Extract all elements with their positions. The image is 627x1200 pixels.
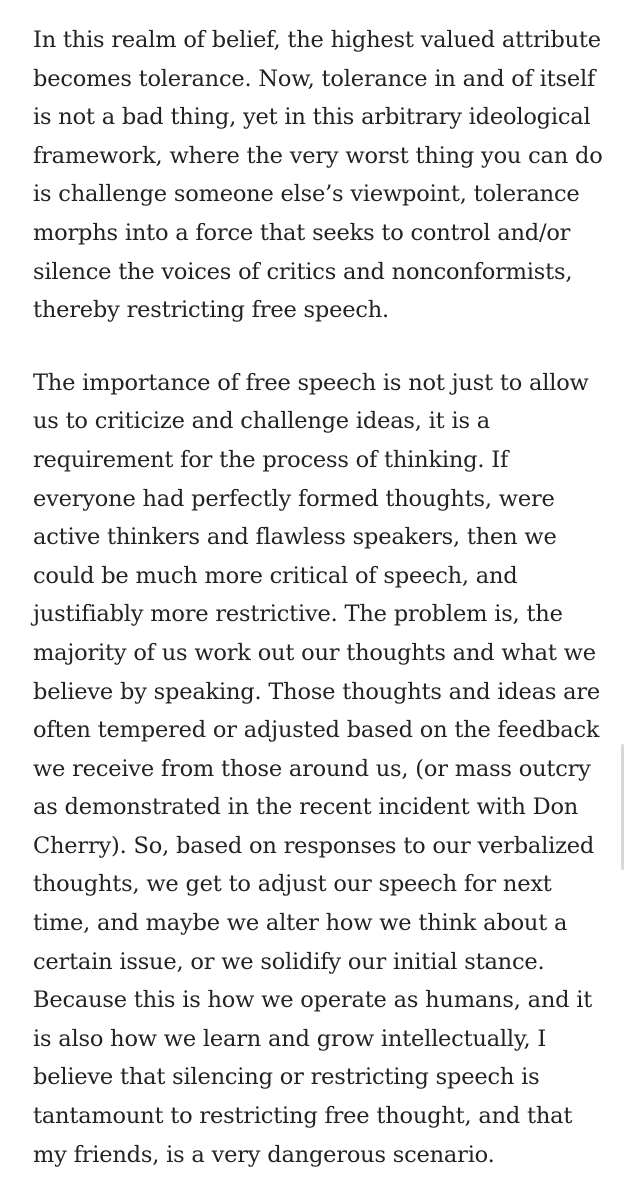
text-line: requirement for the process of thinking. If <box>33 446 509 473</box>
text-line: us to criticize and challenge ideas, it is a <box>33 408 490 435</box>
text-line: Cherry). So, based on responses to our verbalized <box>33 832 595 859</box>
paragraph-free-speech <box>33 364 613 1174</box>
text-line: becomes tolerance. Now, tolerance in and of itself <box>33 65 596 92</box>
text-line: could be much more critical of speech, and <box>33 562 518 589</box>
text-line: silence the voices of critics and nonconformists, <box>33 258 573 285</box>
text-line: In this realm of belief, the highest valued attribute <box>33 27 601 53</box>
text-line: active thinkers and flawless speakers, then we <box>33 524 557 551</box>
text-line: is not a bad thing, yet in this arbitrary ideological <box>33 104 591 131</box>
text-line: as demonstrated in the recent incident with Don <box>33 794 579 821</box>
text-line: we receive from those around us, (or mass outcry <box>33 755 591 782</box>
text-line: morphs into a force that seeks to control and/or <box>33 219 571 246</box>
text-line: tantamount to restricting free thought, and that <box>33 1103 573 1130</box>
text-line: my friends, is a very dangerous scenario. <box>33 1141 495 1168</box>
text-line: time, and maybe we alter how we think about a <box>33 910 568 937</box>
text-line: Because this is how we operate as humans, and it <box>33 987 593 1014</box>
text-line: believe that silencing or restricting speech is <box>33 1064 540 1091</box>
scroll-indicator[interactable] <box>621 744 624 870</box>
text-line: often tempered or adjusted based on the feedback <box>33 717 600 744</box>
text-line: The importance of free speech is not just to allow <box>33 369 589 396</box>
text-line: framework, where the very worst thing you can do <box>33 142 603 169</box>
paragraph-tolerance <box>33 21 613 330</box>
text-line: justifiably more restrictive. The problem is, the <box>33 601 563 628</box>
text-line: is also how we learn and grow intellectually, I <box>33 1025 547 1052</box>
text-line: certain issue, or we solidify our initial stance. <box>33 948 545 975</box>
text-line: thereby restricting free speech. <box>33 297 389 324</box>
article-body <box>33 21 613 1174</box>
text-line: everyone had perfectly formed thoughts, were <box>33 485 555 512</box>
text-line: thoughts, we get to adjust our speech for next <box>33 871 552 898</box>
text-line: majority of us work out our thoughts and what we <box>33 639 596 666</box>
text-line: is challenge someone else’s viewpoint, tolerance <box>33 181 580 208</box>
text-line: believe by speaking. Those thoughts and ideas are <box>33 678 601 705</box>
